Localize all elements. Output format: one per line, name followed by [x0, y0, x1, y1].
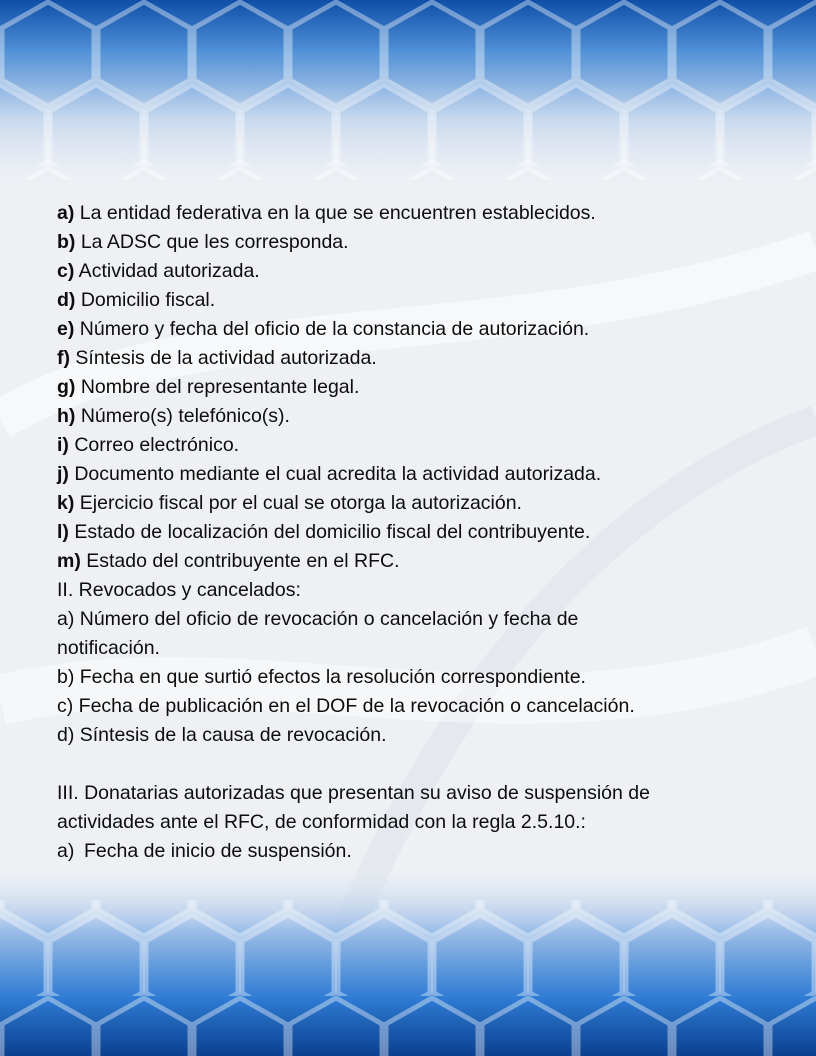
- list-item: [57, 518, 757, 547]
- list-item-letter: e): [57, 318, 75, 340]
- list-item: [57, 344, 757, 373]
- list-item-text: La entidad federativa en la que se encuentren establecidos.: [74, 202, 596, 224]
- list-item: [57, 489, 757, 518]
- list-item-text: Estado del contribuyente en el RFC.: [80, 550, 400, 572]
- list-item: [57, 199, 757, 228]
- list-item-text: Domicilio fiscal.: [75, 289, 216, 311]
- list-item-text: La ADSC que les corresponda.: [75, 231, 349, 253]
- section-iii-heading-line1: III. Donatarias autorizadas que presentan su aviso de suspensión de: [57, 782, 650, 804]
- section-ii-item-b: b) Fecha en que surtió efectos la resolución correspondiente.: [57, 666, 586, 688]
- list-item: [57, 373, 757, 402]
- list-item-text: Correo electrónico.: [68, 434, 240, 456]
- list-item-letter: m): [57, 550, 81, 572]
- list-item-letter: h): [57, 405, 76, 427]
- spacer: [57, 750, 757, 779]
- list-item-letter: i): [57, 434, 69, 456]
- section-ii-item-a: a) Número del oficio de revocación o cancelación y fecha de: [57, 608, 579, 630]
- list-item-text: Ejercicio fiscal por el cual se otorga la autorización.: [74, 492, 522, 514]
- list-item-letter: j): [57, 463, 69, 485]
- section-i-list: [57, 199, 757, 576]
- list-item-text: Síntesis de la actividad autorizada.: [70, 347, 377, 369]
- list-item-letter: a): [57, 202, 75, 224]
- list-item-letter: b): [57, 231, 76, 253]
- list-item-text: Número y fecha del oficio de la constancia de autorización.: [74, 318, 590, 340]
- section-iii-item-text: Fecha de inicio de suspensión.: [84, 840, 352, 862]
- list-item: [57, 431, 757, 460]
- list-item-letter: l): [57, 521, 69, 543]
- section-iii-item-label: a): [57, 840, 75, 862]
- list-item-letter: f): [57, 347, 70, 369]
- list-item-letter: k): [57, 492, 75, 514]
- document-body: [57, 199, 757, 866]
- list-item-text: Documento mediante el cual acredita la actividad autorizada.: [68, 463, 602, 485]
- list-item-text: Nombre del representante legal.: [75, 376, 360, 398]
- list-item: [57, 547, 757, 576]
- section-ii-item-a-continued: notificación.: [57, 637, 160, 659]
- section-iii-heading-line2: actividades ante el RFC, de conformidad con la regla 2.5.10.:: [57, 811, 586, 833]
- list-item: [57, 460, 757, 489]
- list-item-text: Estado de localización del domicilio fiscal del contribuyente.: [68, 521, 591, 543]
- list-item: [57, 257, 757, 286]
- list-item: [57, 228, 757, 257]
- list-item-text: Número(s) telefónico(s).: [75, 405, 290, 427]
- list-item: [57, 402, 757, 431]
- list-item: [57, 286, 757, 315]
- section-ii-item-c: c) Fecha de publicación en el DOF de la revocación o cancelación.: [57, 695, 635, 717]
- list-item-text: Actividad autorizada.: [74, 260, 260, 282]
- section-ii-heading: II. Revocados y cancelados:: [57, 579, 301, 601]
- list-item-letter: c): [57, 260, 75, 282]
- section-ii-item-d: d) Síntesis de la causa de revocación.: [57, 724, 387, 746]
- list-item-letter: d): [57, 289, 76, 311]
- list-item-letter: g): [57, 376, 76, 398]
- list-item: [57, 315, 757, 344]
- section-iii-item-a: [57, 837, 757, 866]
